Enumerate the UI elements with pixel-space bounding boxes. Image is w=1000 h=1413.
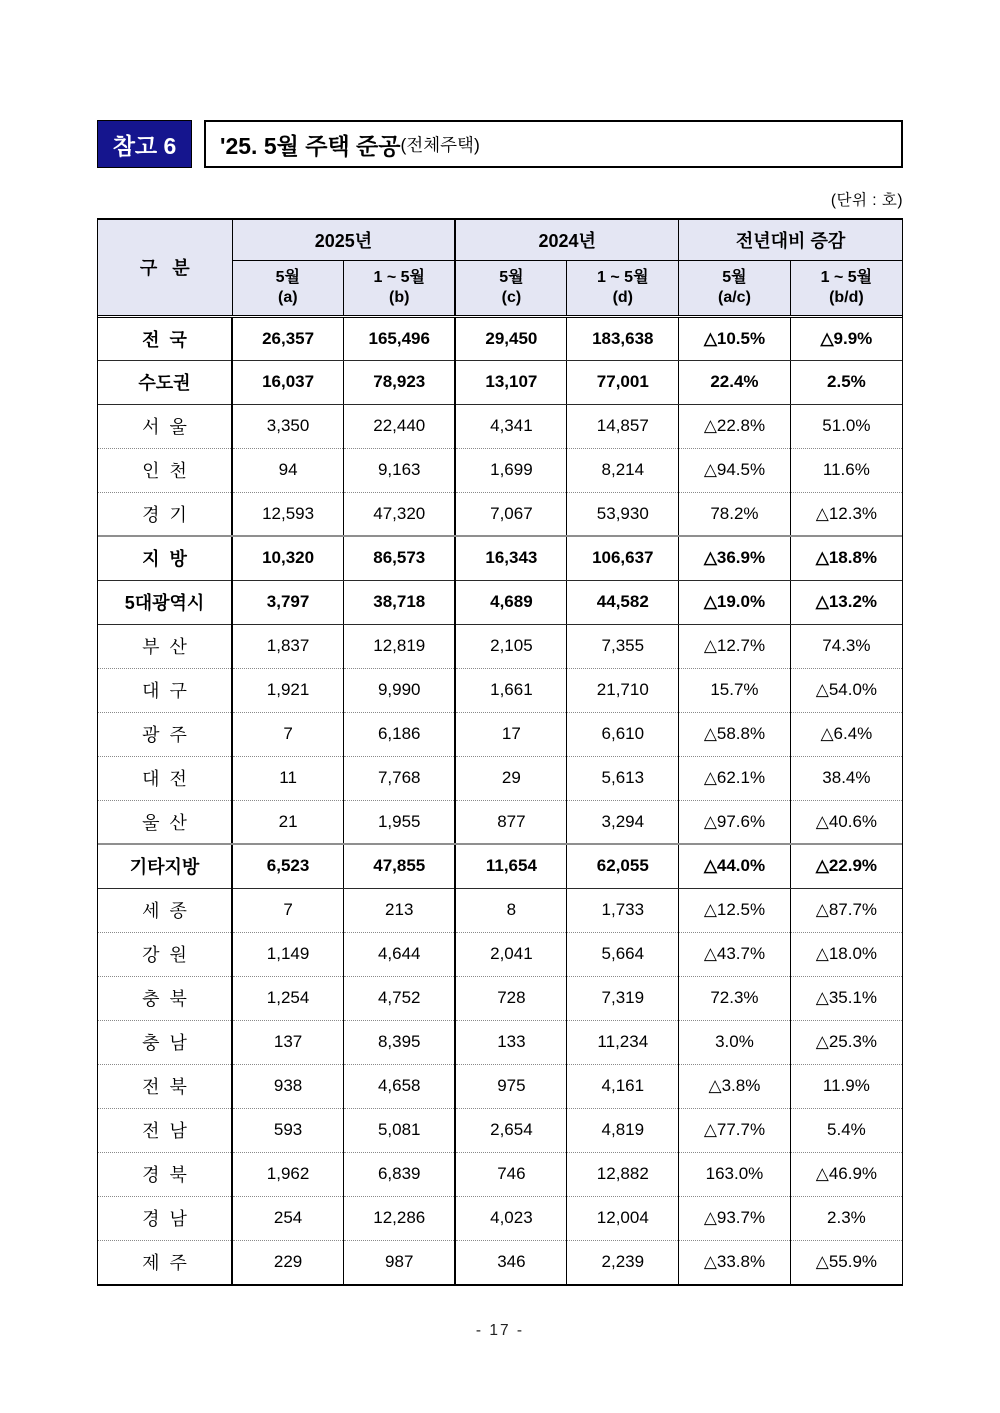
table-row xyxy=(98,888,902,932)
value-cell: △94.5% xyxy=(679,448,791,492)
value-cell: 106,637 xyxy=(567,536,679,580)
subcol-line1: 5월 xyxy=(499,268,524,286)
value-cell: 1,921 xyxy=(232,668,344,712)
region-label: 전 남 xyxy=(98,1108,232,1152)
value-cell: 12,819 xyxy=(344,624,456,668)
value-cell: △35.1% xyxy=(790,976,902,1020)
subcol-header-d xyxy=(567,260,679,316)
table-row xyxy=(98,668,902,712)
group-header-yoy: 전년대비 증감 xyxy=(679,220,902,260)
subcol-header-b xyxy=(344,260,456,316)
value-cell: 2,105 xyxy=(455,624,567,668)
value-cell: 593 xyxy=(232,1108,344,1152)
value-cell: 6,523 xyxy=(232,844,344,888)
value-cell: 29 xyxy=(455,756,567,800)
region-label: 전 북 xyxy=(98,1064,232,1108)
value-cell: 213 xyxy=(344,888,456,932)
value-cell: △46.9% xyxy=(790,1152,902,1196)
value-cell: △3.8% xyxy=(679,1064,791,1108)
value-cell: 74.3% xyxy=(790,624,902,668)
value-cell: 7,319 xyxy=(567,976,679,1020)
value-cell: 3,350 xyxy=(232,404,344,448)
value-cell: 22,440 xyxy=(344,404,456,448)
value-cell: 21,710 xyxy=(567,668,679,712)
value-cell: 6,610 xyxy=(567,712,679,756)
value-cell: 2,239 xyxy=(567,1240,679,1284)
table-body xyxy=(98,316,902,1284)
subcol-line1: 5월 xyxy=(275,268,300,286)
value-cell: 16,343 xyxy=(455,536,567,580)
region-label: 5대광역시 xyxy=(98,580,232,624)
value-cell: △18.8% xyxy=(790,536,902,580)
value-cell: △36.9% xyxy=(679,536,791,580)
value-cell: △40.6% xyxy=(790,800,902,844)
value-cell: △77.7% xyxy=(679,1108,791,1152)
value-cell: 3.0% xyxy=(679,1020,791,1064)
subcol-header-ac xyxy=(679,260,791,316)
region-label: 충 북 xyxy=(98,976,232,1020)
value-cell: △54.0% xyxy=(790,668,902,712)
subcol-line2: (d) xyxy=(612,288,634,306)
region-label: 세 종 xyxy=(98,888,232,932)
value-cell: 15.7% xyxy=(679,668,791,712)
value-cell: △58.8% xyxy=(679,712,791,756)
value-cell: 163.0% xyxy=(679,1152,791,1196)
value-cell: △6.4% xyxy=(790,712,902,756)
header-group-row xyxy=(98,220,902,260)
value-cell: 2.3% xyxy=(790,1196,902,1240)
table-row xyxy=(98,1152,902,1196)
region-label: 대 구 xyxy=(98,668,232,712)
value-cell: △62.1% xyxy=(679,756,791,800)
region-label: 경 북 xyxy=(98,1152,232,1196)
table-row xyxy=(98,404,902,448)
value-cell: 12,286 xyxy=(344,1196,456,1240)
table-row xyxy=(98,448,902,492)
value-cell: 8 xyxy=(455,888,567,932)
table-row xyxy=(98,1196,902,1240)
value-cell: 47,855 xyxy=(344,844,456,888)
subcol-line2: (b/d) xyxy=(829,288,864,306)
value-cell: 728 xyxy=(455,976,567,1020)
table-row xyxy=(98,1020,902,1064)
subcol-line1: 1 ~ 5월 xyxy=(820,268,873,286)
value-cell: △12.5% xyxy=(679,888,791,932)
value-cell: 4,819 xyxy=(567,1108,679,1152)
value-cell: 975 xyxy=(455,1064,567,1108)
value-cell: 254 xyxy=(232,1196,344,1240)
title-box xyxy=(204,120,903,168)
value-cell: 77,001 xyxy=(567,360,679,404)
table-header xyxy=(98,220,902,316)
value-cell: 44,582 xyxy=(567,580,679,624)
value-cell: △33.8% xyxy=(679,1240,791,1284)
table-row xyxy=(98,536,902,580)
region-label: 전 국 xyxy=(98,316,232,360)
value-cell: 1,661 xyxy=(455,668,567,712)
region-label: 울 산 xyxy=(98,800,232,844)
subcol-line1: 1 ~ 5월 xyxy=(373,268,425,286)
value-cell: 86,573 xyxy=(344,536,456,580)
value-cell: 8,214 xyxy=(567,448,679,492)
value-cell: 5,081 xyxy=(344,1108,456,1152)
value-cell: 2,041 xyxy=(455,932,567,976)
data-table xyxy=(98,220,902,1284)
table-row xyxy=(98,360,902,404)
value-cell: 1,699 xyxy=(455,448,567,492)
value-cell: △44.0% xyxy=(679,844,791,888)
value-cell: 78,923 xyxy=(344,360,456,404)
value-cell: 746 xyxy=(455,1152,567,1196)
value-cell: 51.0% xyxy=(790,404,902,448)
value-cell: △55.9% xyxy=(790,1240,902,1284)
value-cell: △87.7% xyxy=(790,888,902,932)
subcol-line2: (a) xyxy=(278,288,298,306)
housing-completion-table xyxy=(97,218,903,1286)
value-cell: 229 xyxy=(232,1240,344,1284)
value-cell: 38,718 xyxy=(344,580,456,624)
value-cell: 11,234 xyxy=(567,1020,679,1064)
value-cell: 183,638 xyxy=(567,316,679,360)
region-label: 경 남 xyxy=(98,1196,232,1240)
value-cell: 7,768 xyxy=(344,756,456,800)
region-label: 인 천 xyxy=(98,448,232,492)
value-cell: 7 xyxy=(232,888,344,932)
corner-header: 구 분 xyxy=(98,220,232,316)
region-label: 충 남 xyxy=(98,1020,232,1064)
value-cell: △22.9% xyxy=(790,844,902,888)
value-cell: 78.2% xyxy=(679,492,791,536)
value-cell: 2,654 xyxy=(455,1108,567,1152)
value-cell: 5,664 xyxy=(567,932,679,976)
group-header-2024: 2024년 xyxy=(455,220,678,260)
value-cell: 14,857 xyxy=(567,404,679,448)
value-cell: 4,161 xyxy=(567,1064,679,1108)
subcol-header-c xyxy=(455,260,567,316)
value-cell: 9,163 xyxy=(344,448,456,492)
subcol-line2: (b) xyxy=(389,288,410,306)
subcol-line1: 1 ~ 5월 xyxy=(597,268,649,286)
value-cell: 11.9% xyxy=(790,1064,902,1108)
value-cell: 16,037 xyxy=(232,360,344,404)
value-cell: 17 xyxy=(455,712,567,756)
region-label: 서 울 xyxy=(98,404,232,448)
table-row xyxy=(98,316,902,360)
group-header-2025: 2025년 xyxy=(232,220,455,260)
table-row xyxy=(98,712,902,756)
subcol-line2: (a/c) xyxy=(718,288,751,306)
value-cell: 94 xyxy=(232,448,344,492)
page-header xyxy=(97,120,903,168)
value-cell: 12,004 xyxy=(567,1196,679,1240)
value-cell: 7,067 xyxy=(455,492,567,536)
value-cell: 62,055 xyxy=(567,844,679,888)
region-label: 강 원 xyxy=(98,932,232,976)
table-row xyxy=(98,624,902,668)
region-label: 수도권 xyxy=(98,360,232,404)
table-row xyxy=(98,1240,902,1284)
subcol-header-bd xyxy=(790,260,902,316)
value-cell: 29,450 xyxy=(455,316,567,360)
value-cell: △12.3% xyxy=(790,492,902,536)
value-cell: △97.6% xyxy=(679,800,791,844)
value-cell: 938 xyxy=(232,1064,344,1108)
subcol-line1: 5월 xyxy=(722,268,747,286)
value-cell: 4,658 xyxy=(344,1064,456,1108)
value-cell: △22.8% xyxy=(679,404,791,448)
value-cell: 1,962 xyxy=(232,1152,344,1196)
value-cell: 12,882 xyxy=(567,1152,679,1196)
value-cell: 12,593 xyxy=(232,492,344,536)
value-cell: 133 xyxy=(455,1020,567,1064)
value-cell: 3,797 xyxy=(232,580,344,624)
region-label: 부 산 xyxy=(98,624,232,668)
value-cell: 21 xyxy=(232,800,344,844)
value-cell: △12.7% xyxy=(679,624,791,668)
value-cell: 4,023 xyxy=(455,1196,567,1240)
table-row xyxy=(98,932,902,976)
table-row xyxy=(98,976,902,1020)
value-cell: 137 xyxy=(232,1020,344,1064)
subcol-header-a xyxy=(232,260,344,316)
value-cell: 6,186 xyxy=(344,712,456,756)
value-cell: △9.9% xyxy=(790,316,902,360)
value-cell: △19.0% xyxy=(679,580,791,624)
table-row xyxy=(98,1108,902,1152)
value-cell: 1,254 xyxy=(232,976,344,1020)
value-cell: △25.3% xyxy=(790,1020,902,1064)
value-cell: 877 xyxy=(455,800,567,844)
value-cell: 165,496 xyxy=(344,316,456,360)
value-cell: 13,107 xyxy=(455,360,567,404)
value-cell: 1,733 xyxy=(567,888,679,932)
value-cell: △43.7% xyxy=(679,932,791,976)
value-cell: 11.6% xyxy=(790,448,902,492)
table-row xyxy=(98,580,902,624)
table-row xyxy=(98,800,902,844)
value-cell: 6,839 xyxy=(344,1152,456,1196)
value-cell: 7,355 xyxy=(567,624,679,668)
value-cell: 4,752 xyxy=(344,976,456,1020)
value-cell: 7 xyxy=(232,712,344,756)
value-cell: 38.4% xyxy=(790,756,902,800)
table-row xyxy=(98,844,902,888)
value-cell: 1,149 xyxy=(232,932,344,976)
value-cell: 2.5% xyxy=(790,360,902,404)
value-cell: 4,644 xyxy=(344,932,456,976)
value-cell: 4,689 xyxy=(455,580,567,624)
region-label: 경 기 xyxy=(98,492,232,536)
value-cell: 22.4% xyxy=(679,360,791,404)
reference-badge: 참고 6 xyxy=(97,120,192,168)
value-cell: 11,654 xyxy=(455,844,567,888)
value-cell: 11 xyxy=(232,756,344,800)
region-label: 지 방 xyxy=(98,536,232,580)
value-cell: 1,955 xyxy=(344,800,456,844)
value-cell: △10.5% xyxy=(679,316,791,360)
value-cell: △18.0% xyxy=(790,932,902,976)
value-cell: 346 xyxy=(455,1240,567,1284)
region-label: 기타지방 xyxy=(98,844,232,888)
page-title-suffix: (전체주택) xyxy=(400,134,480,155)
table-row xyxy=(98,492,902,536)
value-cell: 5,613 xyxy=(567,756,679,800)
value-cell: 987 xyxy=(344,1240,456,1284)
value-cell: 4,341 xyxy=(455,404,567,448)
value-cell: 10,320 xyxy=(232,536,344,580)
value-cell: △93.7% xyxy=(679,1196,791,1240)
subcol-line2: (c) xyxy=(501,288,522,306)
region-label: 제 주 xyxy=(98,1240,232,1284)
value-cell: △13.2% xyxy=(790,580,902,624)
value-cell: 72.3% xyxy=(679,976,791,1020)
value-cell: 5.4% xyxy=(790,1108,902,1152)
value-cell: 8,395 xyxy=(344,1020,456,1064)
page-number: - 17 - xyxy=(475,1322,525,1339)
value-cell: 53,930 xyxy=(567,492,679,536)
region-label: 광 주 xyxy=(98,712,232,756)
unit-label: (단위 : 호) xyxy=(830,192,903,209)
value-cell: 9,990 xyxy=(344,668,456,712)
value-cell: 1,837 xyxy=(232,624,344,668)
table-row xyxy=(98,1064,902,1108)
table-row xyxy=(98,756,902,800)
region-label: 대 전 xyxy=(98,756,232,800)
value-cell: 26,357 xyxy=(232,316,344,360)
value-cell: 47,320 xyxy=(344,492,456,536)
value-cell: 3,294 xyxy=(567,800,679,844)
page-title: '25. 5월 주택 준공 xyxy=(220,132,401,159)
